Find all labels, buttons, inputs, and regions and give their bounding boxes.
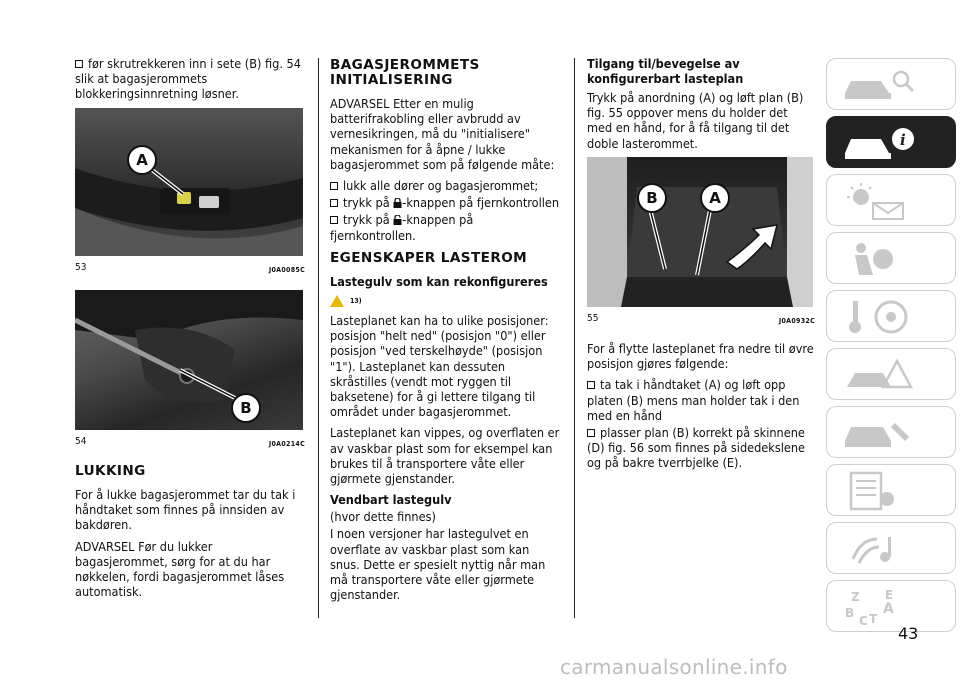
cargo-floor-drawing <box>587 157 813 307</box>
screwdriver-drawing <box>75 290 303 430</box>
callout-a: A <box>700 183 730 213</box>
svg-text:Z: Z <box>851 590 860 604</box>
car-info-icon <box>839 123 929 163</box>
svg-text:A: A <box>883 601 894 617</box>
list-item: lukk alle dører og bagasjerommet; <box>330 178 562 193</box>
figure-caption <box>587 311 815 329</box>
warning-triangle-icon <box>330 295 344 307</box>
svg-text:B: B <box>845 606 855 620</box>
svg-text:T: T <box>869 612 878 626</box>
subheading: Vendbart lastegulv <box>330 492 452 508</box>
tab-airbag[interactable] <box>826 232 956 284</box>
car-service-icon <box>839 413 929 453</box>
paragraph: (hvor dette finnes) <box>330 509 436 525</box>
section-heading: BAGASJEROMMETS INITIALISERING <box>330 57 480 88</box>
checkbox-bullet-icon <box>330 199 338 207</box>
figure-number: 55 <box>587 312 599 324</box>
subheading: Lastegulv som kan rekonfigureres <box>330 273 548 289</box>
column-2 <box>330 56 562 608</box>
paragraph: For å lukke bagasjerommet tar du tak i håndtaket som finnes på innsiden av bakdøren. <box>75 487 296 533</box>
paragraph: Lasteplanet kan ha to ulike posisjoner: posisjon "helt ned" (posisjon "0") eller posisjon "ved terskelhøyde" (posisjon "1"). Lasteplanet kan dessuten skråstilles (vendt mot ryggen til baksetene) for å gi lettere tilgang til området under bagasjerommet. <box>330 313 549 420</box>
dashboard-lights-icon <box>839 181 929 221</box>
figure-caption <box>75 260 305 278</box>
list-item: ta tak i håndtaket (A) og løft opp platen (B) mens man holder tak i den med en hånd <box>587 377 800 423</box>
callout-b: B <box>637 183 667 213</box>
paragraph: For å flytte lasteplanet fra nedre til øvre posisjon gjøres følgende: <box>587 341 814 372</box>
callout-b: B <box>231 393 261 423</box>
tab-index[interactable] <box>826 580 956 632</box>
checkbox-bullet-icon <box>330 216 338 224</box>
figure-55-image <box>587 157 813 307</box>
column-divider <box>318 58 319 618</box>
column-3 <box>587 56 815 477</box>
multimedia-icon <box>839 529 929 569</box>
figure-53-image <box>75 108 303 256</box>
breakdown-warning-icon <box>839 355 929 395</box>
checkbox-bullet-icon <box>330 182 338 190</box>
warning-reference: 13) <box>330 293 562 309</box>
tab-specifications[interactable] <box>826 464 956 516</box>
paragraph: I noen versjoner har lastegulvet en overflate av vaskbar plast som kan snus. Dette er spesielt nyttig når man må transportere våte eller gjørmete gjenstander. <box>330 526 546 603</box>
figure-code: J0A0214C <box>268 439 305 448</box>
trunk-lock-drawing <box>75 108 303 256</box>
column-1 <box>75 56 305 605</box>
list-item: trykk på -knappen på fjernkontrollen <box>330 195 562 210</box>
figure-54-image <box>75 290 303 430</box>
checkbox-bullet-icon <box>587 429 595 437</box>
svg-text:E: E <box>885 588 894 602</box>
svg-text:i: i <box>900 131 906 149</box>
subheading: Tilgang til/bevegelse av konfigurerbart lasteplan <box>587 56 744 86</box>
car-search-icon <box>839 65 929 105</box>
tab-car-service[interactable] <box>826 406 956 458</box>
list-item: trykk på -knappen på fjernkontrollen. <box>330 212 474 243</box>
tab-dashboard-lights[interactable] <box>826 174 956 226</box>
section-heading: EGENSKAPER LASTEROM <box>330 249 528 266</box>
paragraph: ADVARSEL Før du lukker bagasjerommet, sørg for at du har nøkkelen, fordi bagasjerommet låses automatisk. <box>75 538 285 600</box>
list-item: plasser plan (B) korrekt på skinnene (D) fig. 56 som finnes på sidedekslene og på bakre tverrbjelke (E). <box>587 425 806 471</box>
checkbox-bullet-icon <box>75 60 83 68</box>
column-divider <box>574 58 575 618</box>
figure-caption <box>75 434 305 452</box>
callout-a: A <box>127 145 157 175</box>
paragraph: ADVARSEL Etter en mulig batterifrakobling eller avbrudd av vernesikringen, må du "initialisere" mekanismen for å åpne / lukke bagasjerommet som på følgende måte: <box>330 96 555 172</box>
section-heading: LUKKING <box>75 463 146 480</box>
page-number: 43 <box>898 624 919 643</box>
list-item: før skrutrekkeren inn i sete (B) fig. 54 slik at bagasjerommets blokkeringsinnretning løsner. <box>75 56 301 102</box>
figure-code: J0A0085C <box>268 265 305 274</box>
index-icon <box>839 587 929 627</box>
figure-number: 53 <box>75 261 87 273</box>
tab-multimedia[interactable] <box>826 522 956 574</box>
tab-car-search[interactable] <box>826 58 956 110</box>
tab-breakdown[interactable] <box>826 348 956 400</box>
unlock-icon <box>393 215 402 225</box>
tab-car-info[interactable] <box>826 116 956 168</box>
specifications-icon <box>839 471 929 511</box>
watermark: carmanualsonline.info <box>560 655 788 679</box>
paragraph: Trykk på anordning (A) og løft plan (B) fig. 55 oppover mens du holder det med en hånd, for å få tilgang til det doble lasterommet. <box>587 90 804 151</box>
steering-wheel-icon <box>839 297 929 337</box>
svg-text:C: C <box>859 614 868 627</box>
paragraph: Lasteplanet kan vippes, og overflaten er av vaskbar plast som for eksempel kan brukes til å transportere våte eller gjørmete gjenstander. <box>330 425 560 487</box>
airbag-icon <box>839 239 929 279</box>
figure-code: J0A0932C <box>778 316 815 325</box>
checkbox-bullet-icon <box>587 381 595 389</box>
tab-steering[interactable] <box>826 290 956 342</box>
lock-icon <box>393 198 402 208</box>
figure-number: 54 <box>75 435 87 447</box>
